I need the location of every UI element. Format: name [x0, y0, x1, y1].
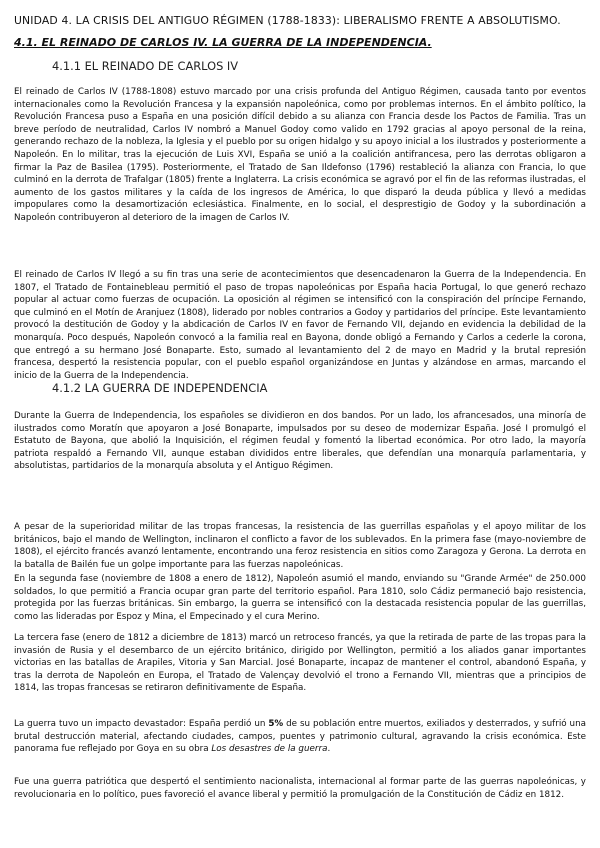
subsection-heading-guerra: 4.1.2 LA GUERRA DE INDEPENDENCIA — [52, 381, 268, 395]
impacto-text-a: La guerra tuvo un impacto devastador: España perdió un — [14, 719, 269, 729]
impacto-text-e: . — [327, 744, 331, 755]
paragraph-segunda-fase: En la segunda fase (noviembre de 1808 a enero de 1812), Napoleón asumió el mando, enviando su "Grande Armée" de 250.000 soldados, lo que permitió a Francia ocupar gran parte del territorio español. Para 1810, solo Cádiz permaneció bajo resistencia, protegida por las fuerzas británicas. Sin embargo, la guerra se intensificó con la destacada resistencia popular de las guerrillas, como las lideradas por Espoz y Mina, el Empecinado y el cura Merino. — [14, 574, 586, 622]
paragraph-conclusion: Fue una guerra patriótica que despertó el sentimiento nacionalista, internacional al formar parte de las guerras napoleónicas, y revolucionaria en lo político, pues favoreció el avance liberal y permitió la promulgación de la Constitución de Cádiz en 1812. — [14, 777, 586, 800]
paragraph-primera-fase: A pesar de la superioridad militar de las tropas francesas, la resistencia de las guerrillas españolas y el apoyo militar de los británicos, bajo el mando de Wellington, inclinaron el conflicto a favor de los sublevados. En la primera fase (mayo-noviembre de 1808), el ejército francés avanzó lentamente, encontrando una feroz resistencia en sitios como Zaragoza y Gerona. La derrota en la batalla de Bailén fue un golpe importante para las fuerzas napoleónicas. — [14, 522, 586, 570]
impacto-percentage: 5% — [268, 719, 284, 729]
paragraph-impacto — [14, 718, 586, 756]
goya-work-title: Los desastres de la guerra — [211, 744, 328, 755]
section-title: 4.1. EL REINADO DE CARLOS IV. LA GUERRA DE LA INDEPENDENCIA. — [14, 36, 432, 49]
paragraph-reinado-carlos-iv: El reinado de Carlos IV (1788-1808) estuvo marcado por una crisis profunda del Antiguo Régimen, causada tanto por eventos internacionales como la Revolución Francesa y la expansión napoleónica, como por problemas internos. En el ámbito político, la Revolución Francesa puso a España en una posición difícil debido a su alianza con Francia desde los Pactos de Familia. Tras un breve período de neutralidad, Carlos IV nombró a Manuel Godoy como valido en 1792 gracias al apoyo personal de la reina, generando rechazo de la nobleza, la Iglesia y el pueblo por su origen hidalgo y su apoyo inicial a los ilustrados y posteriormente a Napoleón. En lo militar, tras la ejecución de Luis XVI, España se unió a la coalición antifrancesa, pero las derrotas obligaron a firmar la Paz de Basilea (1795). Posteriormente, el Tratado de San Ildefonso (1796) restableció la alianza con Francia, lo que culminó en la derrota de Trafalgar (1805) frente a Inglaterra. La crisis económica se agravó por el fin de las reformas ilustradas, el aumento de los gastos militares y la caída de los ingresos de América, lo que disparó la deuda pública y llevó a medidas impopulares como la desamortización eclesiástica. Finalmente, en lo social, el desprestigio de Godoy y la subordinación a Napoleón contribuyeron al deterioro de la imagen de Carlos IV. — [14, 87, 586, 223]
paragraph-bandos: Durante la Guerra de Independencia, los españoles se dividieron en dos bandos. Por un lado, los afrancesados, una minoría de ilustrados como Moratín que apoyaron a José Bonaparte, impulsados por su deseo de modernizar España. José I promulgó el Estatuto de Bayona, que abolió la Inquisición, el régimen feudal y fomentó la libertad económica. Por otro lado, la mayoría patriota respaldó a Fernando VII, aunque estaban divididos entre liberales, que defendían una monarquía parlamentaria, y absolutistas, partidarios de la monarquía absoluta y el Antiguo Régimen. — [14, 411, 586, 472]
subsection-heading-reinado: 4.1.1 EL REINADO DE CARLOS IV — [52, 59, 239, 73]
unit-header: UNIDAD 4. LA CRISIS DEL ANTIGUO RÉGIMEN (1788-1833): LIBERALISMO FRENTE A ABSOLUTISMO. — [14, 14, 561, 27]
paragraph-tercera-fase: La tercera fase (enero de 1812 a diciembre de 1813) marcó un retroceso francés, ya que la retirada de parte de las tropas para la invasión de Rusia y el desembarco de un ejército británico, dirigido por Wellington, permitió a los aliados ganar importantes victorias en las batallas de Arapiles, Vitoria y San Marcial. José Bonaparte, incapaz de mantener el control, abandonó España, y tras la derrota de Napoleón en Europa, el Tratado de Valençay devolvió el trono a Fernando VII, mientras que a principios de 1814, las tropas francesas se retiraron definitivamente de España. — [14, 633, 586, 694]
impacto-text-c: de su población entre muertos, exiliados y desterrados, y sufrió una brutal destrucción material, afectando ciudades, campos, puentes y patrimonio cultural, agravando la crisis económica. Este panorama fue reflejado por Goya en su obra — [14, 719, 586, 755]
paragraph-fin-reinado: El reinado de Carlos IV llegó a su fin tras una serie de acontecimientos que desencadenaron la Guerra de la Independencia. En 1807, el Tratado de Fontainebleau permitió el paso de tropas napoleónicas por España hacia Portugal, lo que generó rechazo popular al actuar como fuerzas de ocupación. La oposición al régimen se intensificó con la conspiración del príncipe Fernando, que culminó en el Motín de Aranjuez (1808), liderado por nobles contrarios a Godoy y partidarios del príncipe. Este levantamiento provocó la destitución de Godoy y la abdicación de Carlos IV en favor de Fernando VII, dejando en evidencia la debilidad de la monarquía. Poco después, Napoleón convocó a la familia real en Bayona, donde obligó a Fernando y Carlos a cederle la corona, que entregó a su hermano José Bonaparte. Esto, sumado al levantamiento del 2 de mayo en Madrid y la brutal represión francesa, despertó la resistencia popular, con el pueblo español organizándose en Juntas y alzándose en armas, marcando el inicio de la Guerra de la Independencia. — [14, 270, 586, 381]
